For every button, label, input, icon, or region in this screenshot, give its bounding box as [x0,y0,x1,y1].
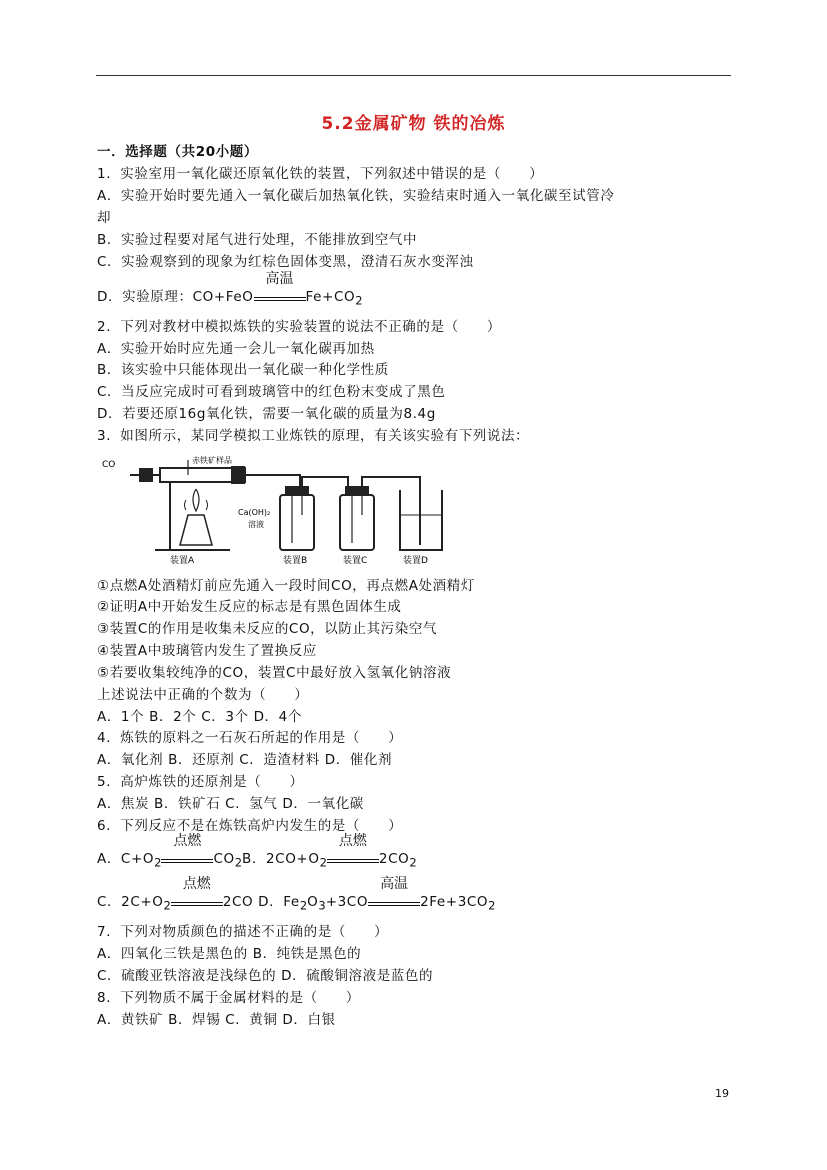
sample-label: 赤铁矿样品 [192,456,232,465]
subscript: 2 [234,855,243,870]
reaction-condition: 高温 [380,876,409,892]
device-b-label: 装置B [283,556,308,566]
reaction-condition: 点燃 [182,876,211,892]
subscript: 2 [409,855,417,870]
question-4-options: A．氧化剂 B．还原剂 C．造渣材料 D．催化剂 [97,752,393,768]
question-1-option-a-cont: 却 [97,210,112,226]
subscript: 3 [318,898,326,913]
subscript: 2 [488,898,496,913]
question-6-options-ab [97,833,417,872]
question-3-statement-2: ②证明A中开始发生反应的标志是有黑色固体生成 [97,599,402,615]
device-d-label: 装置D [403,556,428,566]
question-3-options: A．1个 B．2个 C．3个 D．4个 [97,709,302,725]
section-heading: 一．选择题（共20小题） [97,144,258,160]
header-rule [96,75,731,76]
question-7-options-cd: C．硫酸亚铁溶液是浅绿色的 D．硫酸铜溶液是蓝色的 [97,968,434,984]
reaction-arrow [254,271,306,301]
question-4-stem: 4．炼铁的原料之一石灰石所起的作用是（ ） [97,730,403,746]
subscript: 2 [163,898,171,913]
question-2-option-b: B．该实验中只能体现出一氧化碳一种化学性质 [97,362,389,378]
question-6-stem: 6．下列反应不是在炼铁高炉内发生的是（ ） [97,818,403,834]
equation-text: 2CO [378,851,410,867]
question-7-options-ab: A．四氧化三铁是黑色的 B．纯铁是黑色的 [97,946,362,962]
equation-product: Fe+CO [305,289,356,305]
co-label: CO [102,460,116,470]
solution-label: Ca(OH)₂ [238,508,271,517]
question-3-statement-4: ④装置A中玻璃管内发生了置换反应 [97,643,317,659]
reaction-arrow [171,876,223,906]
experiment-apparatus-figure [100,455,500,573]
question-2-option-d: D．若要还原16g氧化铁，需要一氧化碳的质量为8.4g [97,406,436,422]
page-number: 19 [715,1087,729,1100]
equation-text: CO [213,851,235,867]
subscript: 2 [355,293,363,308]
question-1-stem: 1．实验室用一氧化碳还原氧化铁的装置，下列叙述中错误的是（ ） [97,166,544,182]
page-title: 5.2金属矿物 铁的冶炼 [321,114,506,134]
question-6-options-cd [97,876,496,915]
subscript: 2 [319,855,327,870]
reaction-arrow [327,833,379,863]
equation-prefix: D．实验原理：CO+FeO [97,289,254,305]
subscript: 2 [154,855,162,870]
equation-text: D．Fe [258,894,300,910]
equation-text: B．2CO+O [242,851,320,867]
question-3-statement-3: ③装置C的作用是收集未反应的CO，以防止其污染空气 [97,621,438,637]
equation-text: 2CO [222,894,254,910]
equation-text: 2Fe+3CO [420,894,489,910]
device-c-label: 装置C [343,556,368,566]
question-1-option-b: B．实验过程要对尾气进行处理，不能排放到空气中 [97,232,418,248]
question-5-options: A．焦炭 B．铁矿石 C．氢气 D．一氧化碳 [97,796,364,812]
question-5-stem: 5．高炉炼铁的还原剂是（ ） [97,774,304,790]
question-2-stem: 2．下列对教材中模拟炼铁的实验装置的说法不正确的是（ ） [97,319,501,335]
question-3-statement-5: ⑤若要收集较纯净的CO，装置C中最好放入氢氧化钠溶液 [97,665,452,681]
question-3-ask: 上述说法中正确的个数为（ ） [97,687,309,703]
reaction-arrow [161,833,213,863]
reaction-arrow [368,876,420,906]
question-3-statement-1: ①点燃A处酒精灯前应先通入一段时间CO，再点燃A处酒精灯 [97,578,475,594]
equation-text: A．C+O [97,851,155,867]
question-3-stem: 3．如图所示，某同学模拟工业炼铁的原理，有关该实验有下列说法： [97,428,530,444]
question-2-option-a: A．实验开始时应先通一会儿一氧化碳再加热 [97,341,375,357]
equation-text: O [307,894,319,910]
question-8-options: A．黄铁矿 B．焊锡 C．黄铜 D．白银 [97,1012,336,1028]
question-1-option-a: A．实验开始时要先通入一氧化碳后加热氧化铁，实验结束时通入一氧化碳至试管冷 [97,188,615,204]
reaction-condition: 点燃 [338,833,367,849]
reaction-condition: 高温 [265,271,294,287]
solution-label-2: 溶液 [248,520,264,529]
equation-text: C．2C+O [97,894,164,910]
subscript: 2 [299,898,308,913]
reaction-condition: 点燃 [173,833,202,849]
question-1-option-d [97,271,363,310]
question-2-option-c: C．当反应完成时可看到玻璃管中的红色粉末变成了黑色 [97,384,446,400]
question-7-stem: 7．下列对物质颜色的描述不正确的是（ ） [97,924,389,940]
device-a-label: 装置A [170,556,195,566]
question-1-option-c: C．实验观察到的现象为红棕色固体变黑，澄清石灰水变浑浊 [97,254,474,270]
equation-text: +3CO [325,894,369,910]
question-8-stem: 8．下列物质不属于金属材料的是（ ） [97,990,360,1006]
